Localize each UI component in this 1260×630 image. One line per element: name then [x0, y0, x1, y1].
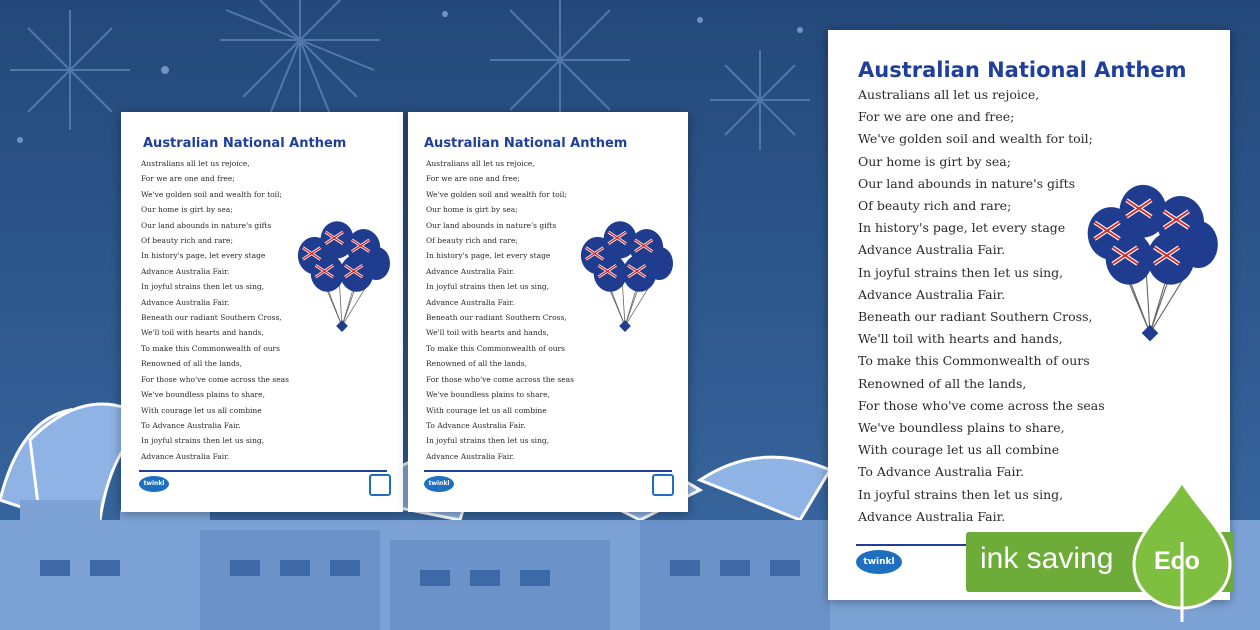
- anthem-line: We'll toil with hearts and hands,: [141, 328, 264, 338]
- anthem-line: Advance Australia Fair.: [426, 297, 515, 307]
- anthem-line: Renowned of all the lands,: [141, 359, 243, 369]
- anthem-line: We've boundless plains to share,: [426, 390, 550, 400]
- anthem-line: Renowned of all the lands,: [426, 359, 528, 369]
- anthem-line: For those who've come across the seas: [426, 374, 574, 384]
- sheet-title: Australian National Anthem: [143, 136, 347, 151]
- eco-label: Eco: [1154, 547, 1200, 575]
- anthem-line: To Advance Australia Fair.: [426, 420, 526, 430]
- anthem-line: Beneath our radiant Southern Cross,: [141, 313, 282, 323]
- anthem-line: In joyful strains then let us sing,: [858, 264, 1064, 280]
- anthem-line: Of beauty rich and rare;: [858, 198, 1012, 214]
- anthem-line: Renowned of all the lands,: [858, 375, 1027, 391]
- anthem-line: To make this Commonwealth of ours: [426, 343, 565, 353]
- anthem-line: Our home is girt by sea;: [141, 205, 233, 215]
- anthem-line: With courage let us all combine: [858, 442, 1060, 458]
- anthem-line: For we are one and free;: [141, 174, 235, 184]
- footer-badge-icon: [369, 474, 391, 496]
- anthem-lines: [141, 156, 289, 464]
- sheet-title: Australian National Anthem: [424, 136, 628, 151]
- anthem-line: Our land abounds in nature's gifts: [141, 220, 272, 230]
- anthem-line: We've golden soil and wealth for toil;: [141, 189, 282, 199]
- footer-badge-icon: [652, 474, 674, 496]
- flag-balloons-image: [293, 216, 391, 344]
- anthem-line: To Advance Australia Fair.: [141, 420, 241, 430]
- anthem-line: Advance Australia Fair.: [141, 266, 230, 276]
- anthem-line: In history's page, let every stage: [426, 251, 551, 261]
- anthem-line: In joyful strains then let us sing,: [426, 436, 550, 446]
- anthem-line: Beneath our radiant Southern Cross,: [858, 309, 1093, 325]
- anthem-line: Our land abounds in nature's gifts: [858, 175, 1076, 191]
- anthem-line: Advance Australia Fair.: [858, 242, 1006, 258]
- anthem-line: We'll toil with hearts and hands,: [858, 331, 1063, 347]
- anthem-line: In joyful strains then let us sing,: [426, 282, 550, 292]
- anthem-line: We'll toil with hearts and hands,: [426, 328, 549, 338]
- anthem-line: We've golden soil and wealth for toil;: [426, 189, 567, 199]
- anthem-line: Our land abounds in nature's gifts: [426, 220, 557, 230]
- anthem-line: Advance Australia Fair.: [426, 266, 515, 276]
- anthem-line: Australians all let us rejoice,: [141, 159, 250, 168]
- twinkl-logo: twinkl: [856, 550, 902, 574]
- anthem-line: Advance Australia Fair.: [858, 286, 1006, 302]
- anthem-line: For those who've come across the seas: [141, 374, 289, 384]
- anthem-line: In joyful strains then let us sing,: [141, 436, 265, 446]
- sheet-title: Australian National Anthem: [858, 58, 1187, 82]
- anthem-line: We've golden soil and wealth for toil;: [858, 131, 1093, 147]
- anthem-line: To make this Commonwealth of ours: [858, 353, 1090, 369]
- anthem-lines: [858, 84, 1105, 528]
- anthem-lines: [426, 156, 574, 464]
- anthem-line: We've boundless plains to share,: [141, 390, 265, 400]
- twinkl-logo: twinkl: [424, 476, 454, 492]
- anthem-line: In joyful strains then let us sing,: [858, 486, 1064, 502]
- ink-saving-label: ink saving: [980, 542, 1114, 575]
- anthem-line: We've boundless plains to share,: [858, 420, 1065, 436]
- anthem-sheet-middle: [408, 112, 688, 512]
- anthem-line: Australians all let us rejoice,: [426, 159, 535, 168]
- anthem-line: Our home is girt by sea;: [858, 153, 1011, 169]
- anthem-line: For we are one and free;: [858, 109, 1015, 125]
- anthem-line: Beneath our radiant Southern Cross,: [426, 313, 567, 323]
- flag-balloons-image: [576, 216, 674, 344]
- anthem-line: In history's page, let every stage: [141, 251, 266, 261]
- anthem-line: Australians all let us rejoice,: [858, 87, 1040, 102]
- anthem-line: For we are one and free;: [426, 174, 520, 184]
- anthem-line: Advance Australia Fair.: [858, 508, 1006, 524]
- anthem-line: Advance Australia Fair.: [141, 297, 230, 307]
- footer-rule: [424, 470, 672, 472]
- anthem-line: With courage let us all combine: [141, 405, 262, 415]
- anthem-line: In history's page, let every stage: [858, 220, 1066, 236]
- anthem-sheet-left: [121, 112, 403, 512]
- anthem-line: Of beauty rich and rare;: [426, 236, 518, 246]
- anthem-line: To make this Commonwealth of ours: [141, 343, 280, 353]
- anthem-line: Advance Australia Fair.: [141, 451, 230, 461]
- flag-balloons-image: [1080, 178, 1220, 358]
- anthem-line: Of beauty rich and rare;: [141, 236, 233, 246]
- anthem-line: With courage let us all combine: [426, 405, 547, 415]
- anthem-line: Advance Australia Fair.: [426, 451, 515, 461]
- twinkl-logo: twinkl: [139, 476, 169, 492]
- anthem-line: Our home is girt by sea;: [426, 205, 518, 215]
- anthem-line: In joyful strains then let us sing,: [141, 282, 265, 292]
- anthem-line: To Advance Australia Fair.: [858, 464, 1025, 480]
- footer-rule: [139, 470, 387, 472]
- anthem-line: For those who've come across the seas: [858, 397, 1105, 413]
